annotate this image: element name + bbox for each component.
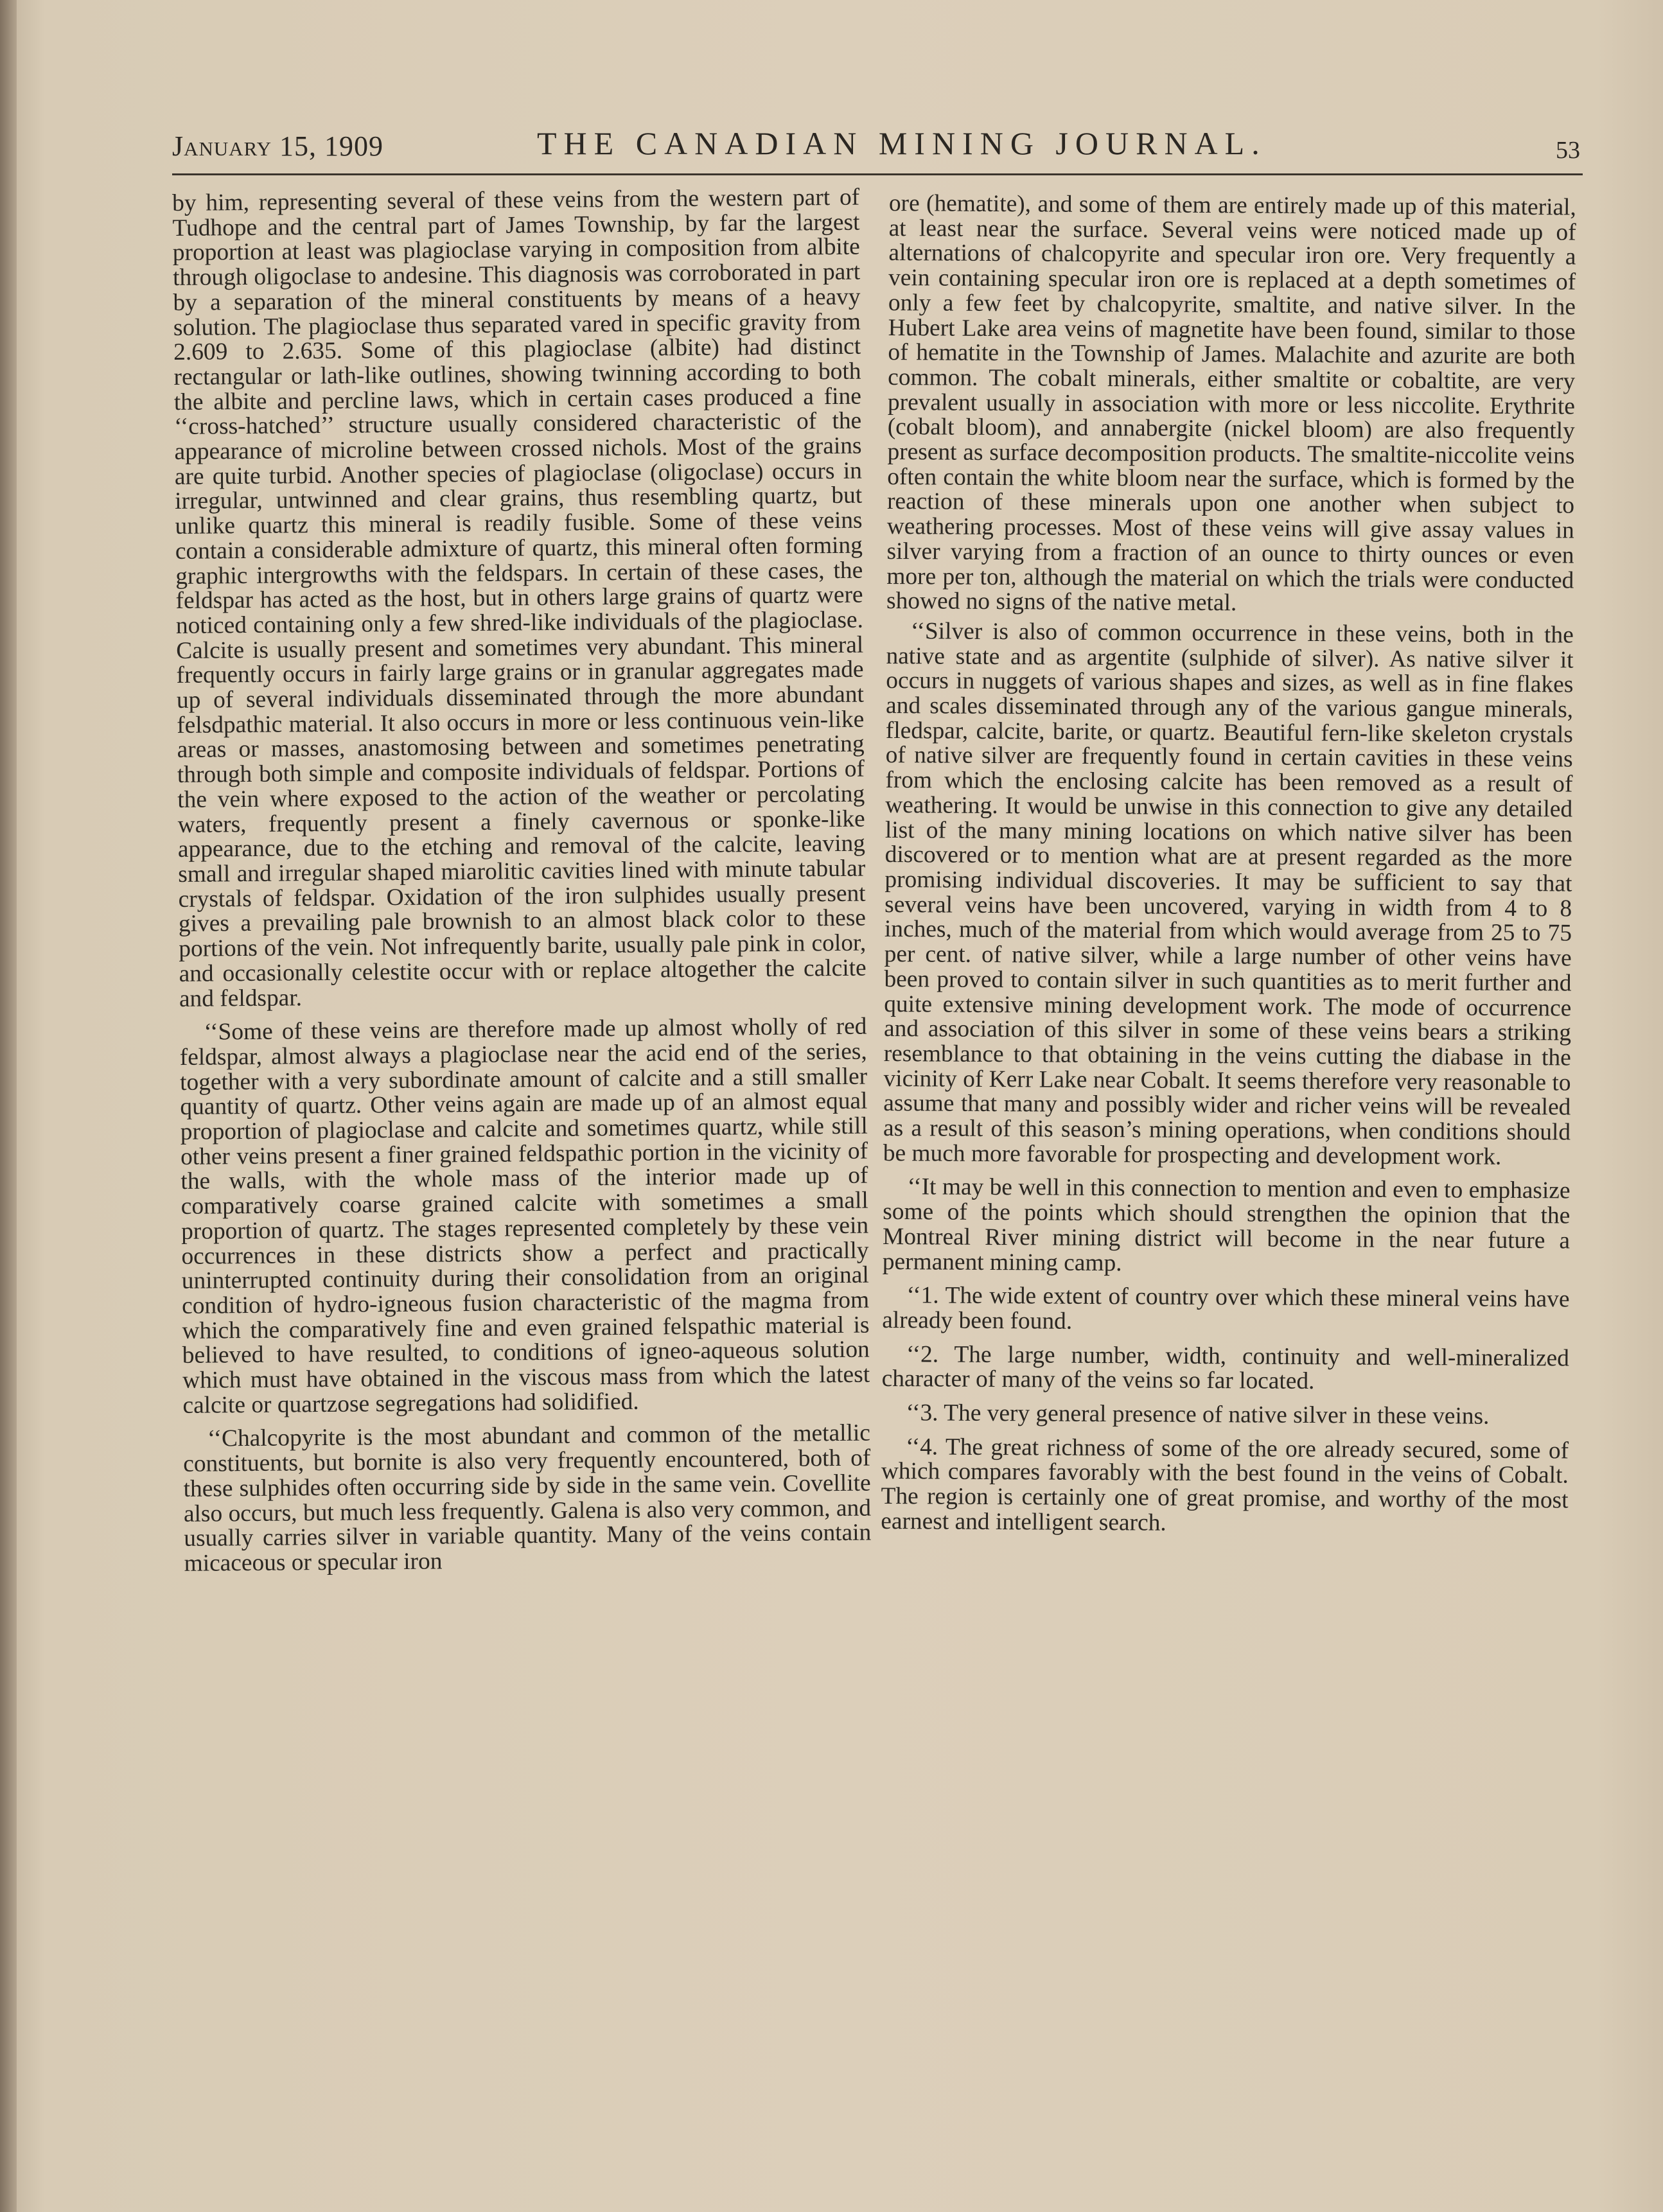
- issue-date: January 15, 1909: [172, 130, 384, 162]
- right-paragraph-1: ore (hematite), and some of them are entirely made up of this material, at least near the surface. Several veins were noticed made up of alternations of chalcopyrite and specular iron ore. Very frequently a vein containing specular iron ore is replaced at a depth sometimes of only a few feet by chalcopyrite, smaltite, and native silver. In the Hubert Lake area veins of magnetite have been found, similar to those of hematite in the Township of James. Malachite and azurite are both common. The cobalt minerals, either smaltite or cobaltite, are very prevalent usually in association with more or less niccolite. Erythrite (cobalt bloom), and annabergite (nickel bloom) are also frequently present as surface decomposition products. The smaltite-niccolite veins often contain the white bloom near the surface, which is formed by the reaction of these minerals upon one another when subject to weathering processes. Most of these veins will give assay values in silver varying from a fraction of an ounce to thirty ounces or even more per ton, although the material on which the trials were conducted showed no signs of the native metal.: [886, 190, 1576, 617]
- left-paragraph-1: by him, representing several of these veins from the western part of Tudhope and the central part of James Township, by far the largest proportion at least was plagioclase varying in composition from albite through oligoclase to andesine. This diagnosis was corroborated in part by a separation of the mineral constituents by means of a heavy solution. The plagioclase thus separated vared in specific gravity from 2.609 to 2.635. Some of this plagioclase (albite) had distinct rectangular or lath-like outlines, showing twinning according to both the albite and percline laws, which in certain cases produced a fine ‘‘cross-hatched’’ structure usually considered characteristic of the appearance of microline between crossed nichols. Most of the grains are quite turbid. Another species of plagioclase (oligoclase) occurs in irregular, untwinned and clear grains, thus resembling quartz, but unlike quartz this mineral is readily fusible. Some of these veins contain a considerable admixture of quartz, this mineral often forming graphic intergrowths with the feldspars. In certain of these cases, the feldspar has acted as the host, but in others large grains of quartz were noticed containing only a few shred-like individuals of the plagioclase. Calcite is usually present and sometimes very abundant. This mineral frequently occurs in fairly large grains or in granular aggregates made up of several individuals disseminated through the more abundant felsdpathic material. It also occurs in more or less continuous vein-like areas or masses, anastomosing between and sometimes penetrating through both simple and composite individuals of feldspar. Portions of the vein where exposed to the action of the weather or percolating waters, frequently present a finely cavernous or sponke-like appearance, due to the etching and removal of the calcite, leaving small and irregular shaped miarolitic cavities lined with minute tabular crystals of feldspar. Oxidation of the iron sulphides usually present gives a prevailing pale brownish to an almost black color to these portions of the vein. Not infrequently barite, usually pale pink in color, and occasionally celestite occur with or replace altogether the calcite and feldspar.: [172, 184, 867, 1012]
- journal-title: THE CANADIAN MINING JOURNAL.: [537, 125, 1267, 161]
- right-list-item-1: ‘‘1. The wide extent of country over which these mineral veins have already been found.: [882, 1282, 1570, 1335]
- left-paragraph-2: ‘‘Some of these veins are therefore made up almost wholly of red feldspar, almost always a plagioclase near the acid end of the series, together with a very subordinate amount of calcite and a still smaller quantity of quartz. Other veins again are made up of an almost equal proportion of plagioclase and calcite and sometimes quartz, while still other veins present a finer grained feldspathic portion in the vicinity of the walls, with the whole mass of the interior made up of comparatively coarse grained calcite with sometimes a small proportion of quartz. The stages represented completely by these vein occurrences in these districts show a perfect and practically uninterrupted continuity during their consolidation from an original condition of hydro-igneous fusion characteristic of the magma from which the comparatively fine and even grained felspathic material is believed to have resulted, to conditions of igneo-aqueous solution which must have obtained in the viscous mass from which the latest calcite or quartzose segregations had solidified.: [179, 1013, 870, 1419]
- binding-shadow: [0, 0, 17, 2212]
- page-number: 53: [1556, 137, 1580, 164]
- right-list-item-4: ‘‘4. The great richness of some of the ore already secured, some of which compares favorably with the best found in the veins of Cobalt. The region is certainly one of great promise, and worthy of the most earnest and intelligent search.: [881, 1433, 1569, 1536]
- running-header: [172, 121, 1580, 172]
- right-paragraph-2: ‘‘Silver is also of common occurrence in these veins, both in the native state and as argentite (sulphide of silver). As native silver it occurs in nuggets of various shapes and sizes, as well as in fine flakes and scales disseminated through any of the various gangue minerals, fledspar, calcite, barite, or quartz. Beautiful fern-like skeleton crystals of native silver are frequently found in certain cavities in these veins from which the enclosing calcite has been removed as a result of weathering. It would be unwise in this connection to give any detailed list of the many mining locations on which native silver has been discovered or to mention what are at present regarded as the more promising individual discoveries. It may be sufficient to say that several veins have been uncovered, varying in width from 4 to 8 inches, much of the material from which would average from 25 to 75 per cent. of native silver, while a large number of other veins have been proved to contain silver in such quantities as to merit further and quite extensive mining development work. The mode of occurrence and association of this silver in some of these veins bears a striking resemblance to that obtaining in the veins cutting the diabase in the vicinity of Kerr Lake near Cobalt. It seems therefore very reasonable to assume that many and possibly wider and richer veins will be revealed as a result of this season’s mining operations, when conditions should be much more favorable for prospecting and development work.: [883, 618, 1574, 1170]
- left-paragraph-3: ‘‘Chalcopyrite is the most abundant and common of the metallic constituents, but bornite is also very frequently encountered, both of these sulphides often occurring side by side in the same vein. Covellite also occurs, but much less frequently. Galena is also very common, and usually carries silver in variable quantity. Many of the veins contain micaceous or specular iron: [183, 1420, 872, 1577]
- right-list-item-2: ‘‘2. The large number, width, continuity and well-mineralized character of many of the veins so far located.: [881, 1340, 1570, 1395]
- right-paragraph-3: ‘‘It may be well in this connection to mention and even to emphasize some of the points which should strengthen the opinion that the Montreal River mining district will become in the near future a permanent mining camp.: [882, 1173, 1571, 1276]
- right-column: [881, 191, 1576, 1538]
- header-rule: [172, 173, 1583, 175]
- left-column: [172, 186, 872, 1577]
- right-list-item-3: ‘‘3. The very general presence of native silver in these veins.: [906, 1400, 1490, 1430]
